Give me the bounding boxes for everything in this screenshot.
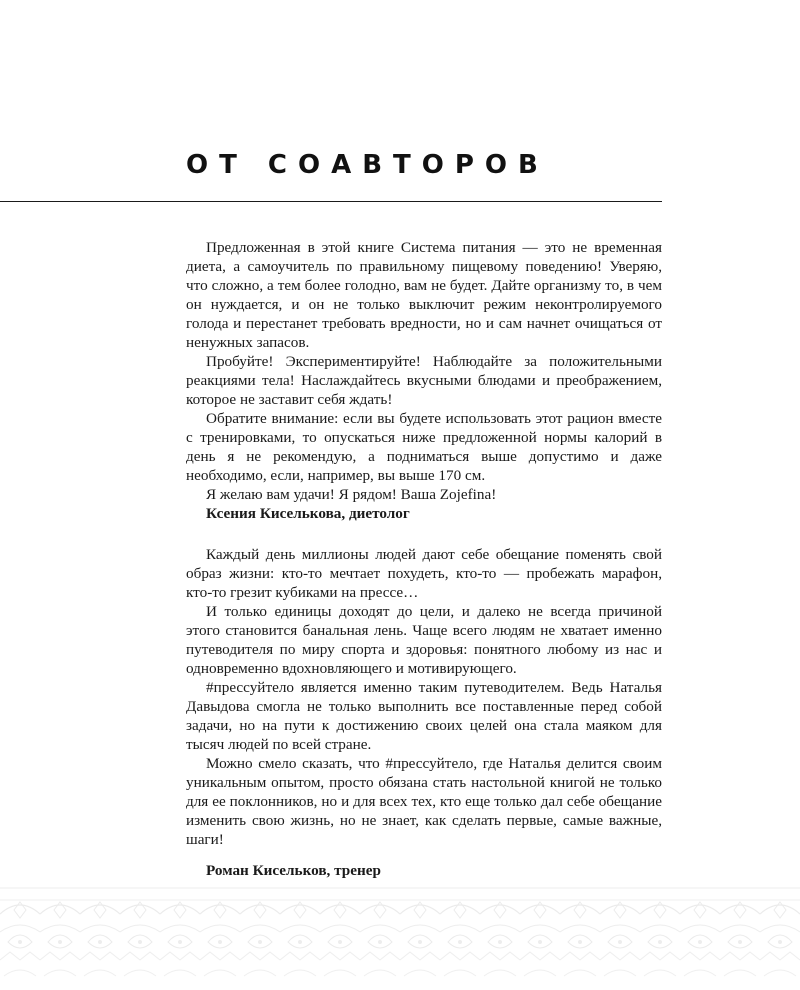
paragraph: #прессуйтело является именно таким путеводителем. Ведь Наталья Давыдова смогла не только выполнить все поставленные перед собой задачи, но на пути к достижению своих целей она стала маяком для тысяч людей по всей стране. bbox=[186, 679, 662, 753]
page-title: ОТ СОАВТОРОВ bbox=[186, 150, 549, 180]
title-divider bbox=[0, 201, 662, 202]
signature-dietitian: Ксения Киселькова, диетолог bbox=[206, 505, 410, 522]
coauthor-note-dietitian bbox=[186, 238, 662, 523]
paragraph: Я желаю вам удачи! Я рядом! Ваша Zojefina! bbox=[206, 486, 497, 503]
paragraph: Предложенная в этой книге Система питания — это не временная диета, а самоучитель по правильному пищевому поведению! Уверяю, что сложно, а тем более голодно, вам не будет. Дайте организму то, в чем он нуждается, и он не только выключит режим неконтролируемого голода и перестанет требовать вредности, но и сам начнет очищаться от ненужных запасов. bbox=[186, 239, 662, 351]
signature-trainer: Роман Кисельков, тренер bbox=[206, 862, 381, 879]
paragraph: Пробуйте! Экспериментируйте! Наблюдайте за положительными реакциями тела! Наслаждайтесь вкусными блюдами и преображением, которое не заставит себя ждать! bbox=[186, 353, 662, 408]
paragraph: И только единицы доходят до цели, и далеко не всегда причиной этого становится банальная лень. Чаще всего людям не хватает именно путеводителя по миру спорта и здоровья: понятного любому из нас и одновременно вдохновляющего и мотивирующего. bbox=[186, 603, 662, 677]
paragraph: Каждый день миллионы людей дают себе обещание поменять свой образ жизни: кто-то мечтает похудеть, кто-то — пробежать марафон, кто-то грезит кубиками на прессе… bbox=[186, 546, 662, 601]
paragraph: Обратите внимание: если вы будете использовать этот рацион вместе с тренировками, то опускаться ниже предложенной нормы калорий в день я не рекомендую, а подниматься выше допустимо и даже необходимо, если, например, вы выше 170 см. bbox=[186, 410, 662, 484]
paragraph: Можно смело сказать, что #прессуйтело, где Наталья делится своим уникальным опытом, просто обязана стать настольной книгой не только для ее поклонников, но и для всех тех, кто еще только дал себе обещание изменить свою жизнь, но не знает, как сделать первые, самые важные, шаги! bbox=[186, 755, 662, 848]
coauthor-note-trainer bbox=[186, 545, 662, 880]
decorative-ornament-border bbox=[0, 880, 800, 990]
